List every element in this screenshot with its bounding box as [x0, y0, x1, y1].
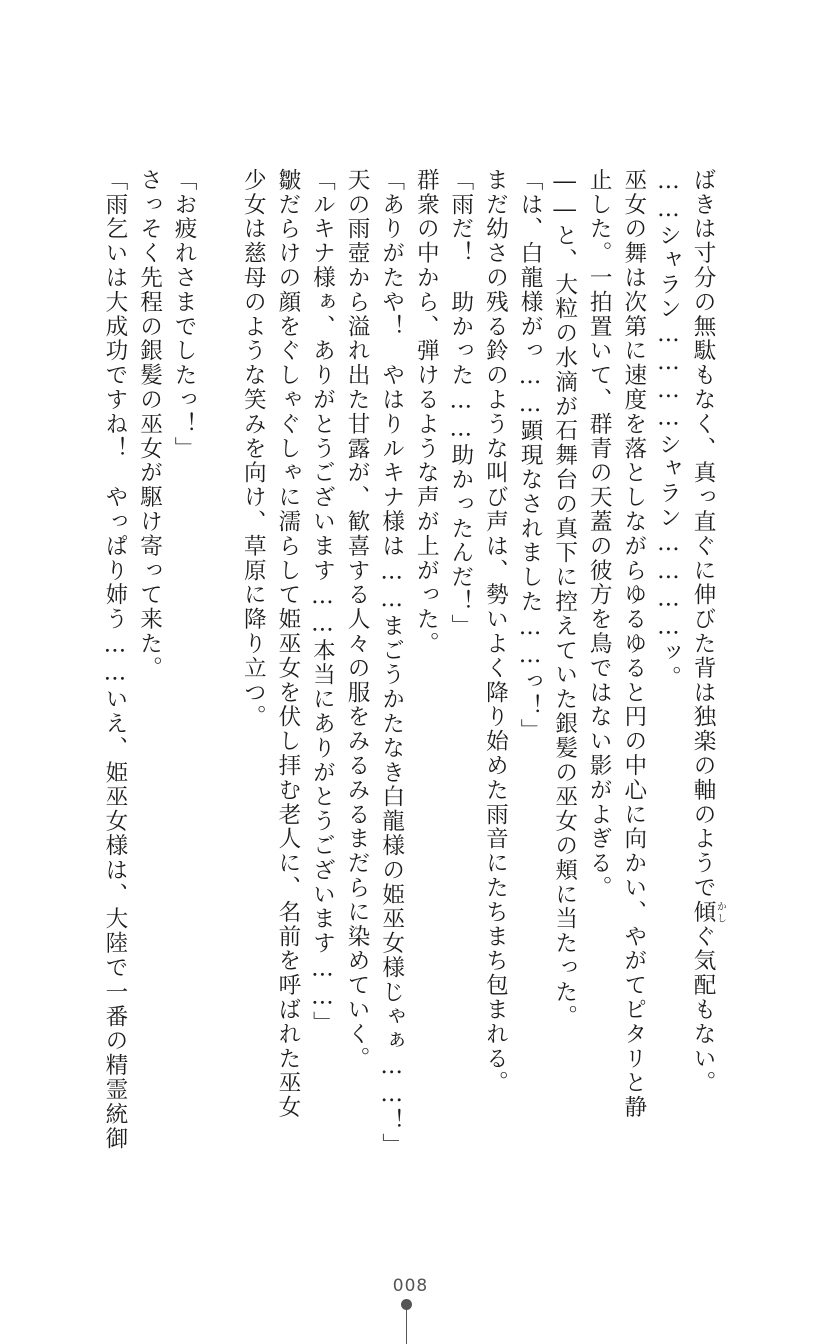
ruby-kashi: 傾かし [690, 900, 726, 925]
blank-line [201, 168, 236, 1068]
text-line-13: 皺だらけの顔をぐしゃぐしゃに濡らして姫巫女を伏し拝む老人に、名前を呼ばれた巫女 [274, 168, 301, 1120]
page-marker-line [406, 1308, 407, 1344]
text-line-16: 「お疲れさまでしたっ！」 [171, 168, 198, 461]
text-line-10: 「ありがたや！ やはりルキナ様は……まごうかたなき白龍様の姫巫女様じゃぁ……！」 [378, 168, 405, 1158]
text-line-3: 巫女の舞は次第に速度を落としながらゆるゆると円の中心に向かい、やがてピタリと静 [620, 168, 647, 1120]
text-line-12: 「ルキナ様ぁ、ありがとうございます……本当にありがとうございます……」 [309, 168, 336, 1036]
text-line-17: さっそく先程の銀髪の巫女が駆け寄って来た。 [136, 168, 163, 681]
page-number: 008 [392, 1276, 429, 1296]
vertical-text-block [97, 168, 726, 1158]
text-line-5: ――と、大粒の水滴が石舞台の真下に控えていた銀髪の巫女の頬に当たった。 [551, 168, 578, 1029]
text-line-1: ばきは寸分の無駄もなく、真っ直ぐに伸びた背は独楽の軸のようで傾かしぐ気配もない。 [690, 168, 726, 1096]
text-line-2: ……シャラン…………シャラン…………ッ。 [655, 168, 682, 690]
text-line-14: 少女は慈母のような笑みを向け、草原に降り立つ。 [240, 168, 267, 730]
text-line-9: 群衆の中から、弾けるような声が上がった。 [413, 168, 440, 656]
text-line-18: 「雨乞いは大成功ですね！ やっぱり姉う……いえ、姫巫女様は、大陸で一番の精霊統御 [101, 168, 128, 1151]
text-line-8: 「雨だ！ 助かった……助かったんだ！」 [447, 168, 474, 639]
text-line-11: 天の雨壺から溢れ出た甘露が、歓喜する人々の服をみるみるまだらに染めていく。 [344, 168, 371, 1071]
text-line-6: 「は、白龍様がっ……顕現なされました……っ！」 [517, 168, 544, 743]
text-line-7: まだ幼さの残る鈴のような叫び声は、勢いよく降り始めた雨音にたちまち包まれる。 [482, 168, 509, 1096]
text-line-4: 止した。一拍置いて、群青の天蓋の彼方を鳥ではない影がよぎる。 [586, 168, 613, 900]
